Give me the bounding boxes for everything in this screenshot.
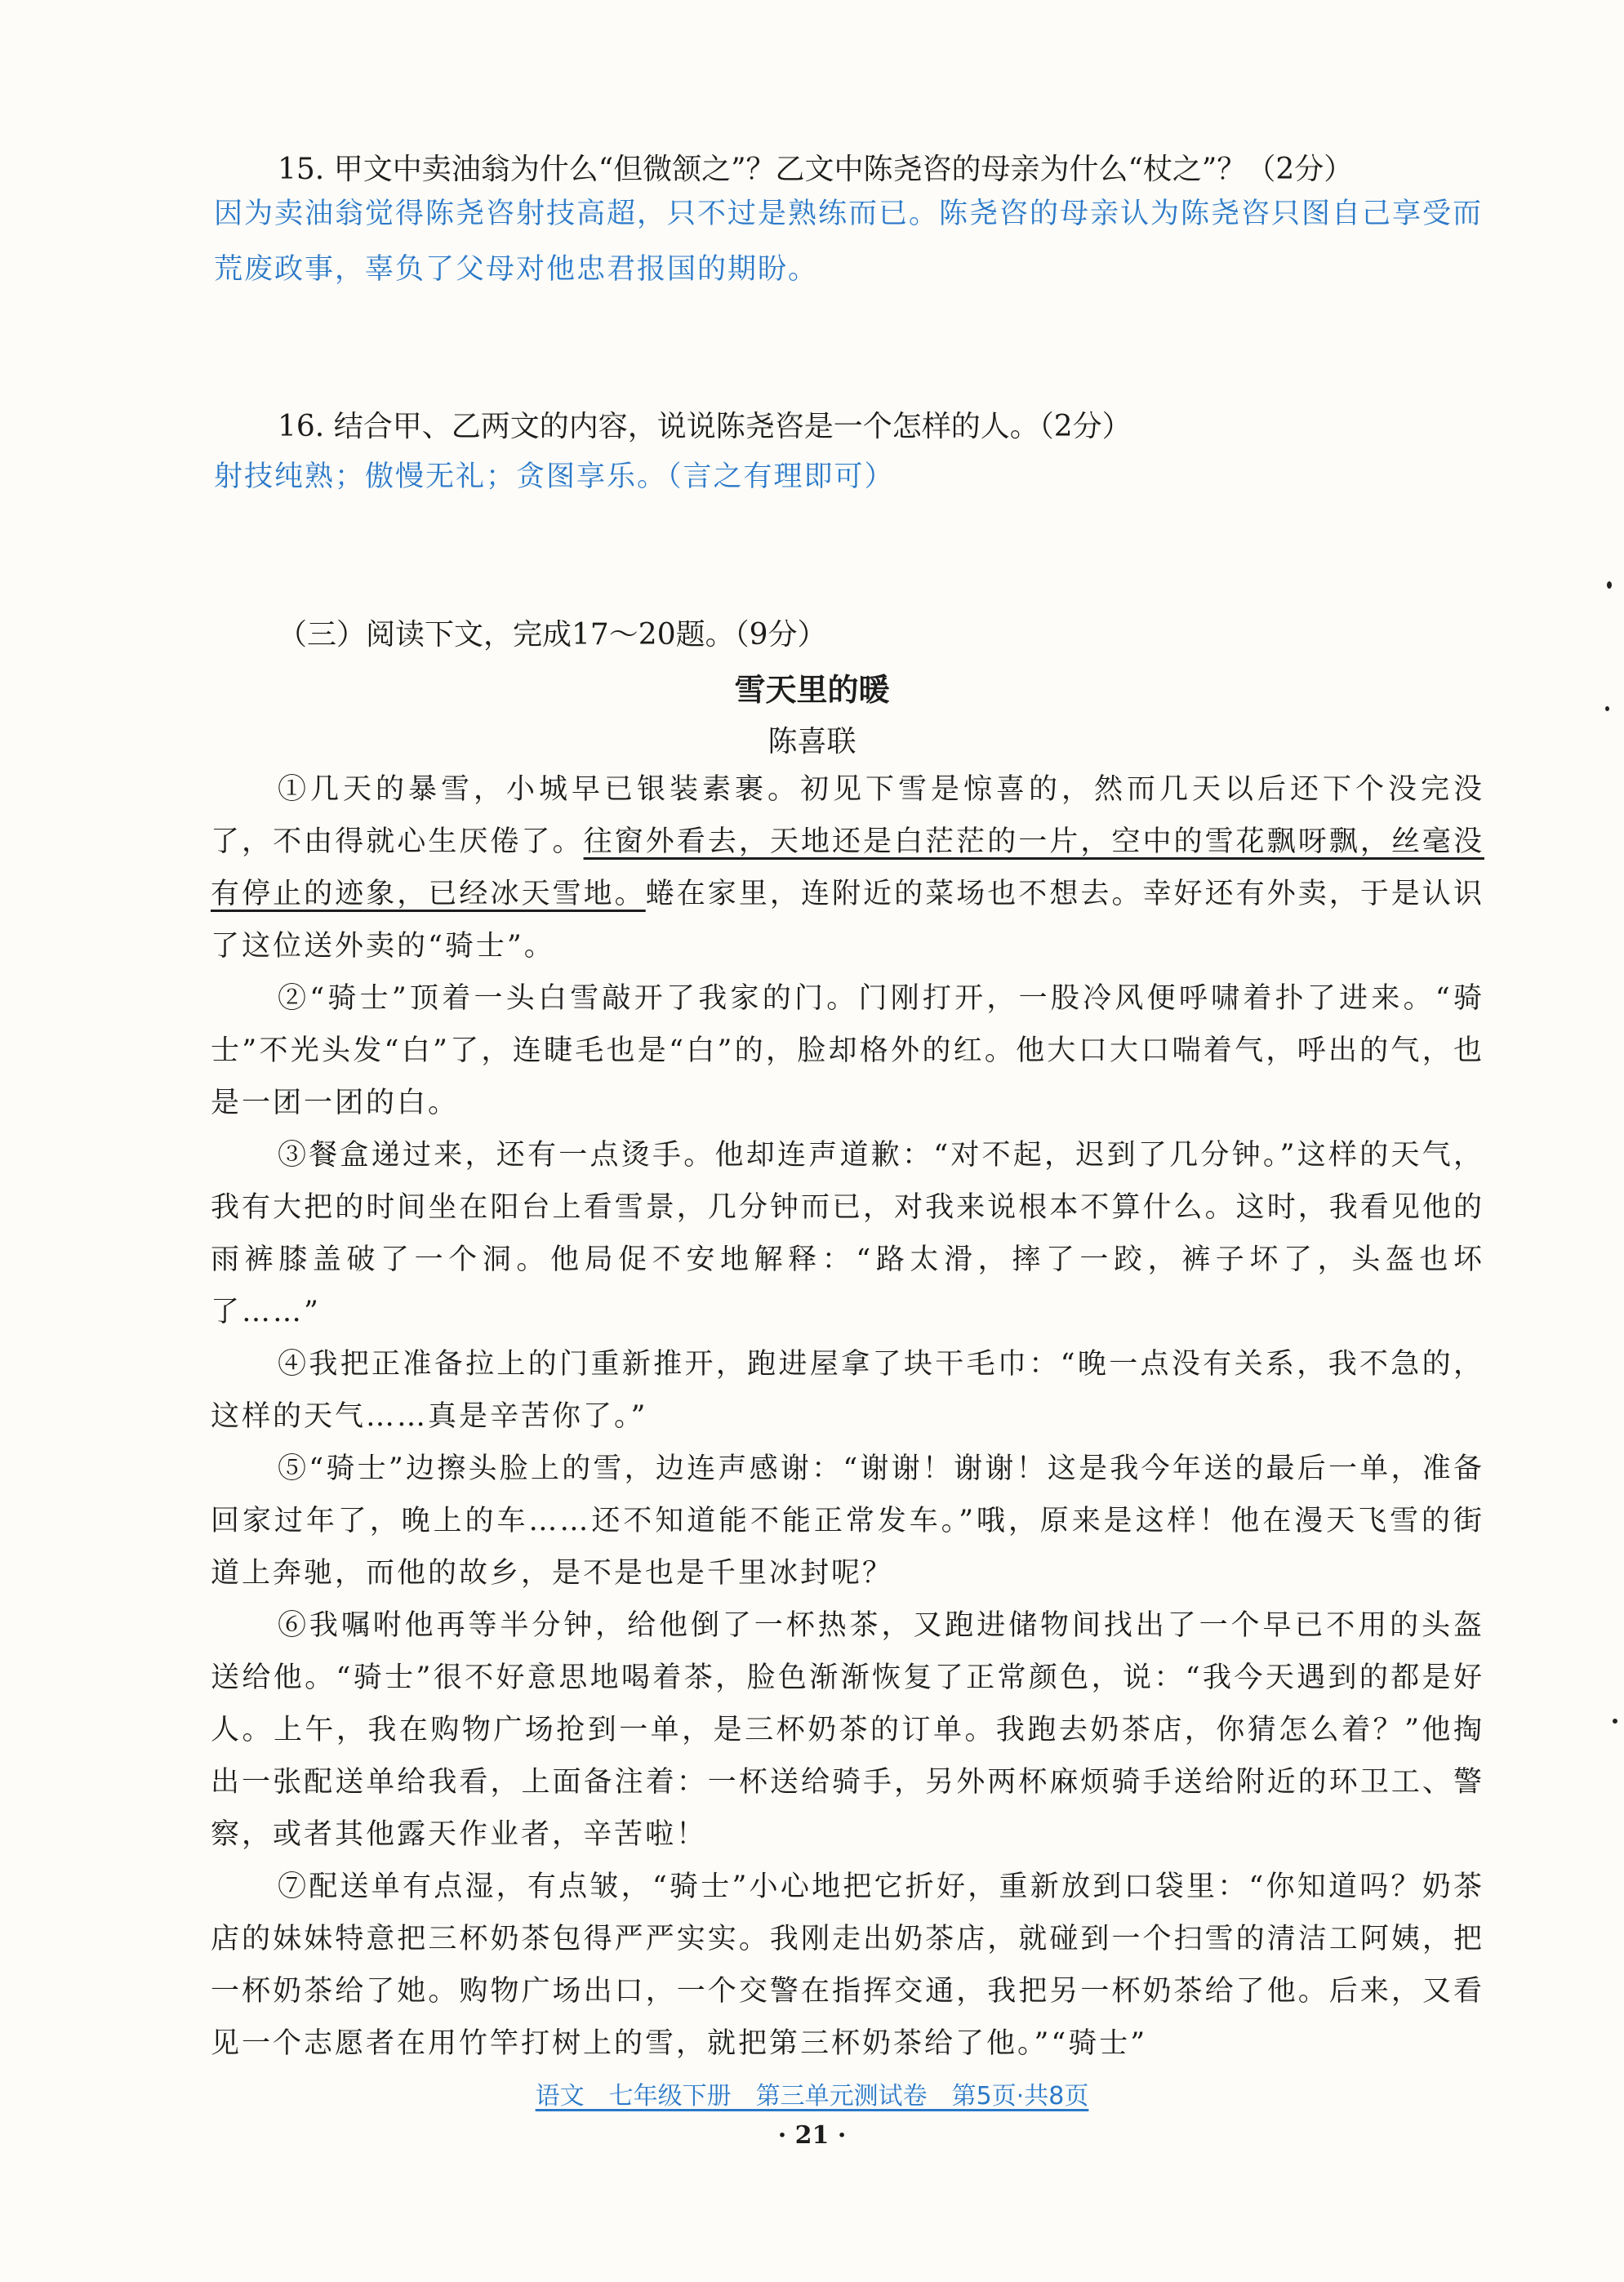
article-body <box>211 763 1484 2070</box>
paragraph-5: ⑤“骑士”边擦头脸上的雪，边连声感谢：“谢谢！谢谢！这是我今年送的最后一单，准备回家过年了，晚上的车……还不知道能不能正常发车。”哦，原来是这样！他在漫天飞雪的街道上奔驰，而他的故乡，是不是也是千里冰封呢？ <box>211 1452 1484 1590</box>
paragraph-3: ③餐盒递过来，还有一点烫手。他却连声道歉：“对不起，迟到了几分钟。”这样的天气，我有大把的时间坐在阳台上看雪景，几分钟而已，对我来说根本不算什么。这时，我看见他的雨裤膝盖破了一个洞。他局促不安地解释：“路太滑，摔了一跤，裤子坏了，头盔也坏了……” <box>211 1139 1484 1328</box>
underlined-sentence: 往窗外看去，天地还是白茫茫的一片，空中的雪花飘呀飘，丝毫没有停止的迹象，已经冰天雪地。 <box>211 825 1484 910</box>
paragraph-7: ⑦配送单有点湿，有点皱，“骑士”小心地把它折好，重新放到口袋里：“你知道吗？奶茶店的妹妹特意把三杯奶茶包得严严实实。我刚走出奶茶店，就碰到一个扫雪的清洁工阿姨，把一杯奶茶给了她。购物广场出口，一个交警在指挥交通，我把另一杯奶茶给了他。后来，又看见一个志愿者在用竹竿打树上的雪，就把第三杯奶茶给了他。”“骑士” <box>211 1871 1484 2060</box>
page-footer: 语文 七年级下册 第三单元测试卷 第5页·共8页 <box>535 2082 1089 2111</box>
article-title: 雪天里的暖 <box>734 672 890 708</box>
question-16: 16. 结合甲、乙两文的内容，说说陈尧咨是一个怎样的人。（2分） <box>278 410 1132 443</box>
page-number: · 21 · <box>777 2121 847 2150</box>
paragraph-1-text-end: 蜷在家里，连附近的菜场也不想去。幸好还有外卖，于是认识了这位送外卖的“骑士”。 <box>211 878 1484 963</box>
scan-dot-mark <box>1605 706 1609 711</box>
section-heading: （三）阅读下文，完成17～20题。（9分） <box>278 618 827 652</box>
paragraph-1-text: ①几天的暴雪，小城早已银装素裹。初见下雪是惊喜的，然而几天以后还下个没完没了，不由得就心生厌倦了。 <box>211 773 1484 858</box>
scan-dot-mark <box>1613 1719 1617 1724</box>
answer-16: 射技纯熟；傲慢无礼；贪图享乐。（言之有理即可） <box>214 460 895 493</box>
paragraph-2: ②“骑士”顶着一头白雪敲开了我家的门。门刚打开，一股冷风便呼啸着扑了进来。“骑士”不光头发“白”了，连睫毛也是“白”的，脸却格外的红。他大口大口喘着气，呼出的气，也是一团一团的白。 <box>211 982 1484 1119</box>
article-author: 陈喜联 <box>768 725 856 758</box>
scan-dot-mark <box>1607 581 1612 589</box>
answer-15: 因为卖油翁觉得陈尧咨射技高超，只不过是熟练而已。陈尧咨的母亲认为陈尧咨只图自己享受而荒废政事，辜负了父母对他忠君报国的期盼。 <box>214 198 1484 286</box>
paragraph-1 <box>211 763 1484 972</box>
paragraph-6: ⑥我嘱咐他再等半分钟，给他倒了一杯热茶，又跑进储物间找出了一个早已不用的头盔送给他。“骑士”很不好意思地喝着茶，脸色渐渐恢复了正常颜色，说：“我今天遇到的都是好人。上午，我在购物广场抢到一单，是三杯奶茶的订单。我跑去奶茶店，你猜怎么着？”他掏出一张配送单给我看，上面备注着：一杯送给骑手，另外两杯麻烦骑手送给附近的环卫工、警察，或者其他露天作业者，辛苦啦！ <box>211 1609 1484 1851</box>
paragraph-4: ④我把正准备拉上的门重新推开，跑进屋拿了块干毛巾：“晚一点没有关系，我不急的，这样的天气……真是辛苦你了。” <box>211 1348 1484 1433</box>
question-15: 15. 甲文中卖油翁为什么“但微颔之”？乙文中陈尧咨的母亲为什么“杖之”？（2分） <box>278 153 1354 186</box>
